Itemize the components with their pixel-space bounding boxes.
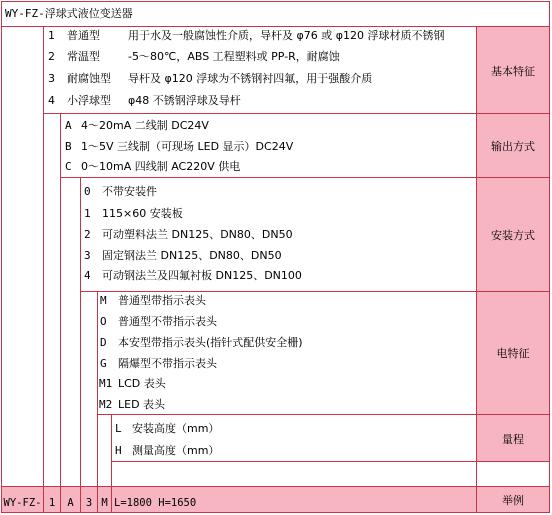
row-line-basic	[43, 113, 550, 114]
row-line-install	[80, 291, 550, 292]
basic-name: 普通型	[67, 29, 100, 42]
example-c1: 1	[48, 497, 56, 509]
col-line-2	[60, 113, 61, 513]
install-code: 2	[84, 228, 91, 241]
col-line-1	[43, 26, 44, 513]
electric-code: D	[100, 336, 107, 349]
row-line-range	[111, 461, 550, 462]
border-bottom	[1, 512, 550, 513]
electric-code: M1	[99, 377, 113, 390]
electric-code: O	[100, 315, 107, 328]
electric-desc: 本安型带指示表头(指针式配供安全栅)	[118, 336, 303, 349]
example-rest: L=1800 H=1650	[114, 497, 197, 509]
range-desc: 测量高度（mm）	[132, 444, 220, 457]
basic-desc: -5～80℃，ABS 工程塑料或 PP-R，耐腐蚀	[128, 50, 340, 63]
electric-code: M	[100, 294, 107, 307]
install-label: 安装方式	[491, 229, 535, 242]
basic-desc: φ48 不锈钢浮球及导杆	[128, 94, 241, 107]
basic-name: 耐腐蚀型	[67, 72, 111, 85]
border-right	[549, 1, 550, 513]
install-code: 1	[84, 207, 91, 220]
output-code: B	[65, 140, 72, 153]
basic-name: 常温型	[67, 50, 100, 63]
border-left	[1, 1, 2, 513]
install-desc: 固定钢法兰 DN125、DN80、DN50	[102, 249, 282, 262]
install-code: 4	[84, 269, 91, 282]
row-line-electric	[97, 414, 550, 415]
range-label: 量程	[502, 433, 524, 446]
install-desc: 115×60 安装板	[102, 207, 183, 220]
example-c2: A	[67, 497, 74, 509]
electric-desc: LED 表头	[118, 398, 166, 411]
install-desc: 可动钢法兰及四氟衬板 DN125、DN100	[102, 269, 302, 282]
basic-label: 基本特征	[491, 65, 535, 78]
install-code: 0	[84, 185, 91, 198]
electric-desc: LCD 表头	[118, 377, 166, 390]
col-line-4	[97, 291, 98, 513]
example-label: 举例	[502, 494, 524, 507]
range-code: L	[115, 422, 122, 435]
electric-desc: 普通型带指示表头	[118, 294, 206, 307]
basic-desc: 用于水及一般腐蚀性介质，导杆及 φ76 或 φ120 浮球材质不锈钢	[128, 29, 445, 42]
install-desc: 可动塑料法兰 DN125、DN80、DN50	[102, 228, 293, 241]
output-desc: 1～5V 三线制（可现场 LED 显示）DC24V	[81, 140, 294, 153]
electric-desc: 隔爆型不带指示表头	[118, 357, 217, 370]
basic-code: 3	[48, 72, 55, 85]
electric-label: 电特征	[496, 347, 530, 360]
output-code: A	[65, 119, 72, 132]
basic-desc: 导杆及 φ120 浮球为不锈钢衬四氟，用于强酸介质	[128, 72, 373, 85]
electric-desc: 普通型不带指示表头	[118, 315, 217, 328]
example-model: WY-FZ-	[3, 497, 42, 509]
basic-item	[48, 28, 55, 44]
output-desc: 0～10mA 四线制 AC220V 供电	[81, 160, 241, 173]
output-label: 输出方式	[491, 140, 535, 153]
basic-code: 2	[48, 50, 55, 63]
header-line	[1, 26, 550, 27]
row-line-example	[1, 486, 550, 487]
electric-code: G	[100, 357, 107, 370]
output-desc: 4～20mA 二线制 DC24V	[81, 119, 209, 132]
electric-code: M2	[99, 398, 113, 411]
basic-code: 1	[48, 29, 55, 42]
border-top	[1, 1, 550, 2]
output-code: C	[65, 160, 72, 173]
col-line-5	[111, 414, 112, 513]
install-code: 3	[84, 249, 91, 262]
range-code: H	[115, 444, 122, 457]
install-desc: 不带安装件	[102, 185, 157, 198]
range-desc: 安装高度（mm）	[132, 422, 220, 435]
basic-code: 4	[48, 94, 55, 107]
table-title: WY-FZ-浮球式液位变送器	[5, 7, 133, 20]
example-c4: M	[101, 497, 108, 509]
basic-name: 小浮球型	[67, 94, 111, 107]
spec-table	[1, 1, 550, 513]
col-line-3	[80, 177, 81, 513]
row-line-output	[60, 177, 550, 178]
example-c3: 3	[85, 497, 93, 509]
